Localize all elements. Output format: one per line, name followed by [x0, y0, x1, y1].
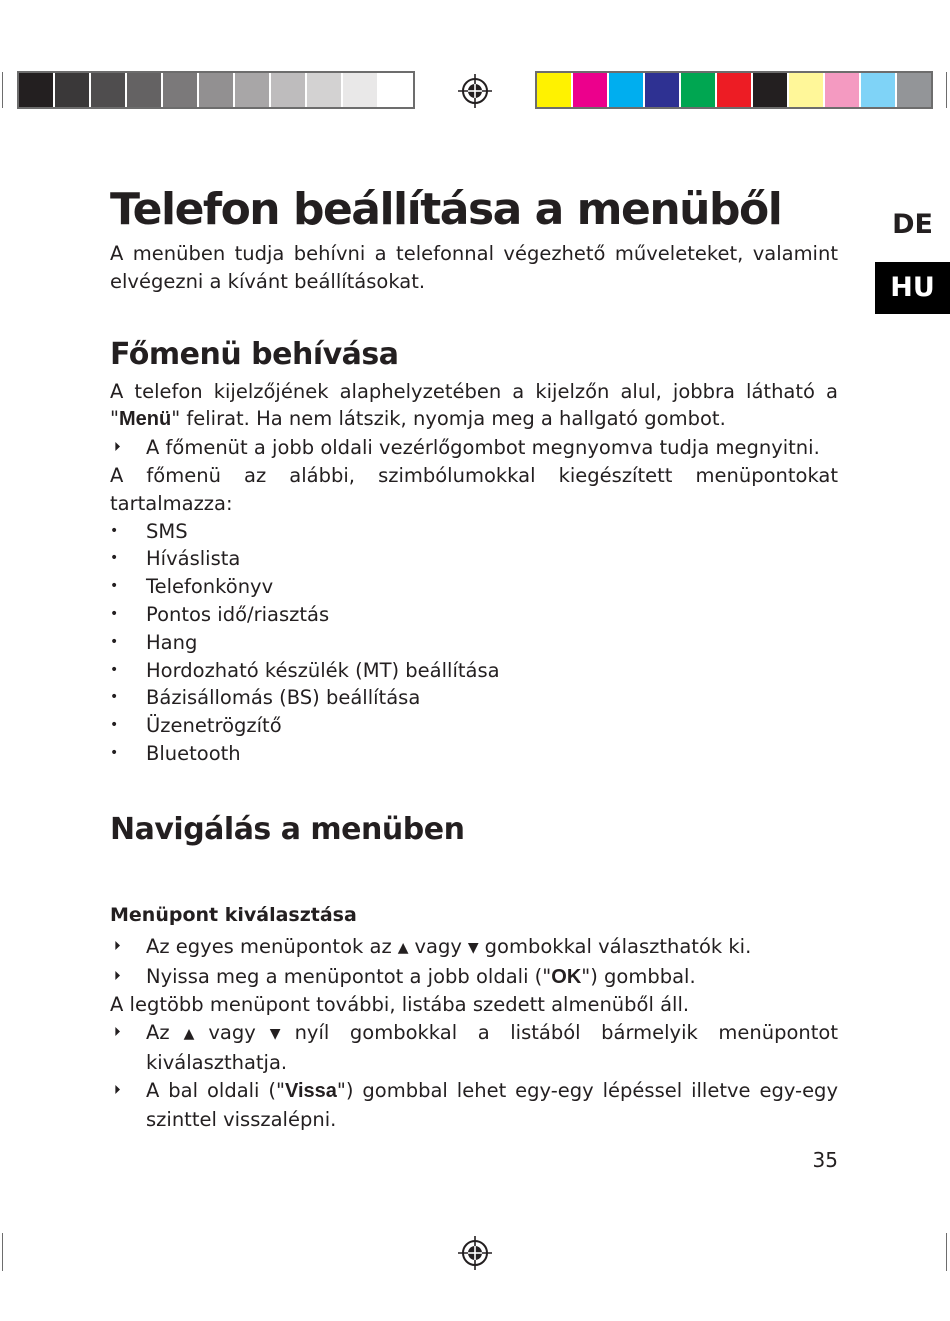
menu-list-item [110, 518, 838, 546]
crop-tick-top-left [2, 72, 3, 108]
instruction-list [110, 434, 838, 462]
subheading-select-item: Menüpont kiválasztása [110, 903, 357, 926]
section-heading-navigation: Navigálás a menüben [110, 811, 465, 847]
gray-swatch [379, 73, 413, 107]
menu-list-item [110, 684, 838, 712]
gray-swatch [127, 73, 163, 107]
process-color-bar [535, 71, 933, 109]
bullet-icon: • [110, 605, 119, 622]
menu-item-label: SMS [146, 519, 188, 543]
arrow-right-icon: ⏵ [114, 440, 121, 456]
gray-swatch [235, 73, 271, 107]
up-key-icon: ▲ [183, 1026, 195, 1043]
step-text: vagy [208, 1021, 256, 1045]
page-title: Telefon beállítása a menüből [110, 184, 782, 235]
gray-swatch [343, 73, 379, 107]
page-number: 35 [812, 1148, 838, 1172]
menu-item-label: Híváslista [146, 547, 241, 571]
paragraph-text: A telefon kijelzőjének alaphelyzetében a kijelzőn alul, jobbra látható a " [110, 379, 838, 431]
crop-tick-bottom-left [2, 1233, 3, 1271]
menu-list-item [110, 601, 838, 629]
gray-swatch [163, 73, 199, 107]
menu-list-item [110, 740, 838, 768]
color-swatch [717, 73, 753, 107]
bullet-icon: • [110, 578, 119, 595]
menu-item-label: Hordozható készülék (MT) beállítása [146, 658, 500, 682]
color-swatch [573, 73, 609, 107]
section-heading-main-menu: Főmenü behívása [110, 336, 399, 372]
color-swatch [681, 73, 717, 107]
step-text: Az egyes menüpontok az [146, 934, 392, 958]
crop-tick-top-right [946, 72, 947, 108]
down-key-icon: ▼ [269, 1026, 281, 1043]
back-button-label: Vissa [285, 1079, 337, 1102]
language-tab-hu-active[interactable]: HU [875, 262, 950, 314]
step-text: vagy [414, 934, 462, 958]
menu-item-label: Pontos idő/riasztás [146, 602, 330, 626]
step-text: ") gombbal. [581, 964, 696, 988]
gray-swatch [19, 73, 55, 107]
instruction-text: A főmenüt a jobb oldali vezérlőgombot megnyomva tudja megnyitni. [146, 436, 820, 460]
menu-list-item [110, 712, 838, 740]
step-text: gombokkal választhatók ki. [484, 934, 752, 958]
menu-list-item [110, 573, 838, 601]
up-key-icon: ▲ [397, 939, 409, 956]
arrow-right-icon: ⏵ [114, 1025, 121, 1041]
intro-paragraph: A menüben tudja behívni a telefonnal végezhető műveleteket, valamint elvégezni a kívánt beállításokat. [110, 242, 838, 293]
menu-list-item [110, 629, 838, 657]
bullet-icon: • [110, 689, 119, 706]
bullet-icon: • [110, 550, 119, 567]
crop-tick-bottom-right [946, 1233, 947, 1271]
gray-swatch [199, 73, 235, 107]
submenu-note: A legtöbb menüpont további, listába szedett almenüből áll. [110, 993, 690, 1017]
step-text: Az [146, 1021, 170, 1045]
color-swatch [537, 73, 573, 107]
step-text: A bal oldali (" [146, 1078, 285, 1102]
gray-swatch [271, 73, 307, 107]
arrow-right-icon: ⏵ [114, 968, 121, 984]
paragraph-text: " felirat. Ha nem látszik, nyomja meg a hallgató gombot. [171, 407, 726, 431]
menu-button-label: Menü [118, 408, 172, 431]
color-swatch [645, 73, 681, 107]
navigation-steps-list [110, 1019, 838, 1133]
navigation-step [110, 963, 838, 992]
page-content [110, 182, 838, 1133]
arrow-right-icon: ⏵ [114, 1082, 121, 1098]
navigation-step [110, 1019, 838, 1077]
registration-mark-icon [458, 74, 492, 108]
menu-list-item [110, 545, 838, 573]
menu-list-intro: A főmenü az alábbi, szimbólumokkal kiegészített menüpontokat tartalmazza: [110, 463, 838, 515]
bullet-icon: • [110, 744, 119, 761]
menu-item-label: Bluetooth [146, 741, 241, 765]
menu-item-label: Telefonkönyv [146, 575, 274, 599]
arrow-right-icon: ⏵ [114, 938, 121, 954]
bullet-icon: • [110, 633, 119, 650]
bullet-icon: • [110, 522, 119, 539]
step-text: ") gombbal lehet egy-egy lépéssel illetve egy-egy szinttel visszalépni. [146, 1078, 838, 1131]
color-swatch [753, 73, 789, 107]
main-menu-items-list [110, 518, 838, 768]
language-tab-de[interactable]: DE [892, 209, 933, 240]
bullet-icon: • [110, 661, 119, 678]
navigation-step [110, 933, 838, 963]
color-swatch [825, 73, 861, 107]
main-menu-paragraph [110, 378, 838, 435]
navigation-steps-list [110, 933, 838, 992]
grayscale-color-bar [17, 71, 415, 109]
gray-swatch [91, 73, 127, 107]
step-text: Nyissa meg a menüpontot a jobb oldali (" [146, 964, 552, 988]
color-swatch [861, 73, 897, 107]
step-text: nyíl gombokkal a listából bármelyik menüpontot kiválaszthatja. [146, 1021, 838, 1074]
menu-item-label: Hang [146, 630, 198, 654]
menu-item-label: Bázisállomás (BS) beállítása [146, 686, 421, 710]
bullet-icon: • [110, 717, 119, 734]
ok-button-label: OK [551, 965, 582, 988]
gray-swatch [55, 73, 91, 107]
color-swatch [789, 73, 825, 107]
down-key-icon: ▼ [467, 939, 479, 956]
registration-mark-icon [458, 1236, 492, 1270]
navigation-step [110, 1077, 838, 1134]
color-swatch [609, 73, 645, 107]
gray-swatch [307, 73, 343, 107]
color-swatch [897, 73, 931, 107]
menu-list-item [110, 657, 838, 685]
menu-item-label: Üzenetrögzítő [146, 714, 282, 738]
instruction-item [110, 434, 838, 462]
